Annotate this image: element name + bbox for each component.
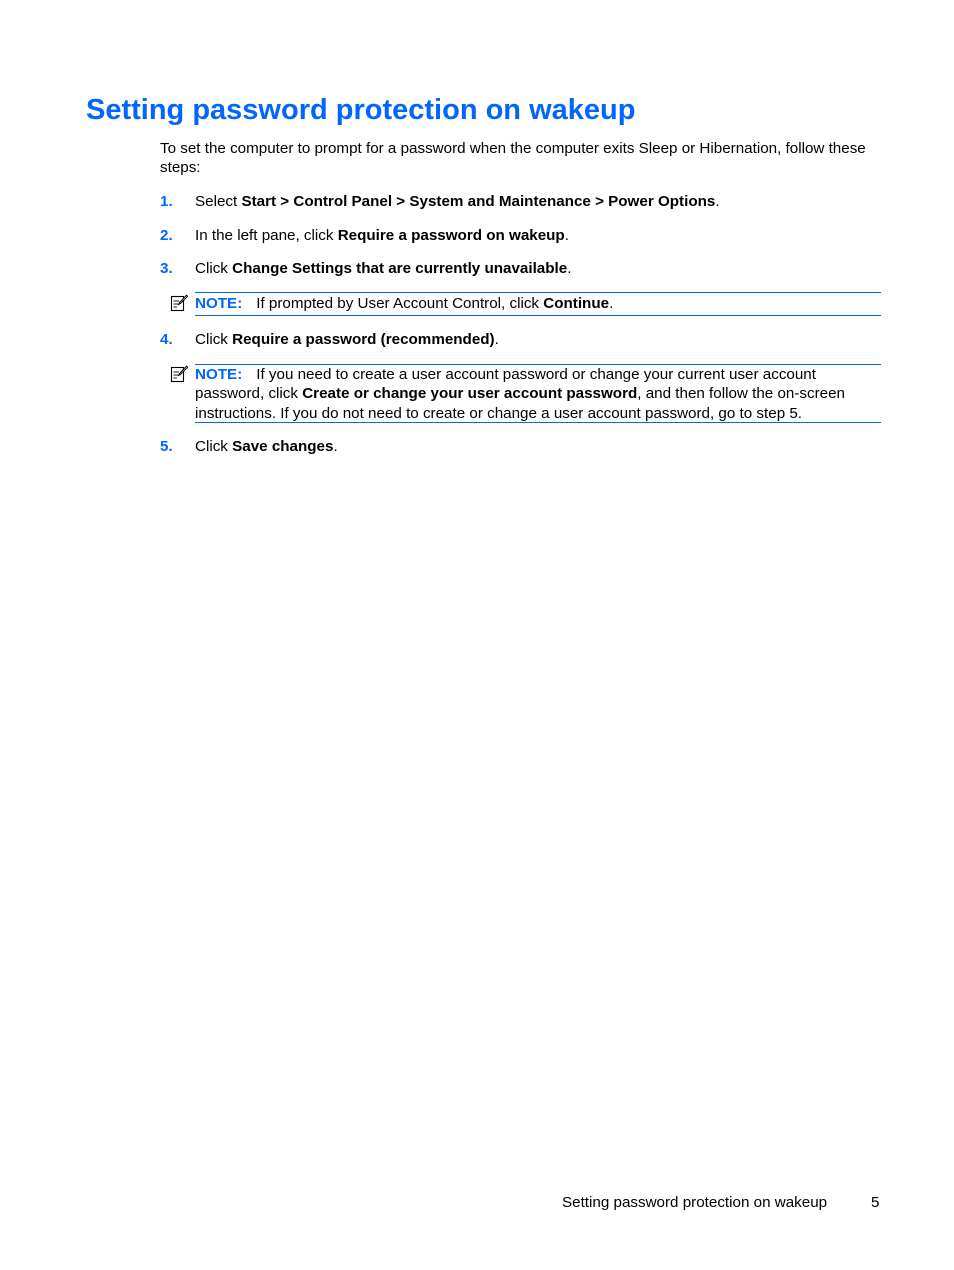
step-number: 4. xyxy=(160,331,173,348)
note-suffix: . xyxy=(609,295,614,312)
note-suffix: , and then follow the on-screen instructions. If you do not need to create or change a user account password, go to step 5. xyxy=(195,385,845,422)
step-suffix: . xyxy=(567,260,572,277)
note-box-1 xyxy=(195,292,881,316)
step-prefix: Select xyxy=(195,193,242,210)
note-box-2 xyxy=(195,364,881,423)
step-command: Save changes xyxy=(232,438,334,455)
step-text xyxy=(195,259,882,278)
step-command: Require a password on wakeup xyxy=(337,227,565,244)
intro-paragraph: To set the computer to prompt for a password when the computer exits Sleep or Hibernation, follow these steps: xyxy=(160,140,866,177)
step-suffix: . xyxy=(333,438,338,455)
step-prefix: In the left pane, click xyxy=(195,227,338,244)
step-number: 1. xyxy=(160,193,173,210)
footer-section-title: Setting password protection on wakeup xyxy=(562,1194,828,1211)
step-command: Require a password (recommended) xyxy=(232,331,495,348)
page-title: Setting password protection on wakeup xyxy=(86,94,636,126)
footer-page-number: 5 xyxy=(871,1194,880,1211)
note-command: Continue xyxy=(543,295,610,312)
step-prefix: Click xyxy=(195,438,233,455)
note-prefix: If you need to create a user account password or change your current user account password, click xyxy=(195,366,816,403)
step-text xyxy=(195,192,882,211)
note-prefix: If prompted by User Account Control, click xyxy=(256,295,544,312)
step-suffix: . xyxy=(494,331,499,348)
step-text xyxy=(195,226,882,245)
note-label: NOTE: xyxy=(195,295,243,312)
note-label: NOTE: xyxy=(195,366,243,383)
step-number: 5. xyxy=(160,438,173,455)
step-text xyxy=(195,330,882,349)
step-suffix: . xyxy=(564,227,569,244)
step-prefix: Click xyxy=(195,331,233,348)
step-command: Start > Control Panel > System and Maintenance > Power Options xyxy=(241,193,716,210)
step-command: Change Settings that are currently unavailable xyxy=(232,260,568,277)
note-pencil-icon xyxy=(170,365,188,383)
step-number: 3. xyxy=(160,260,173,277)
note-pencil-icon xyxy=(170,294,188,312)
step-prefix: Click xyxy=(195,260,233,277)
step-text xyxy=(195,437,882,456)
note-command: Create or change your user account password xyxy=(302,385,638,403)
step-suffix: . xyxy=(715,193,720,210)
step-number: 2. xyxy=(160,227,173,244)
